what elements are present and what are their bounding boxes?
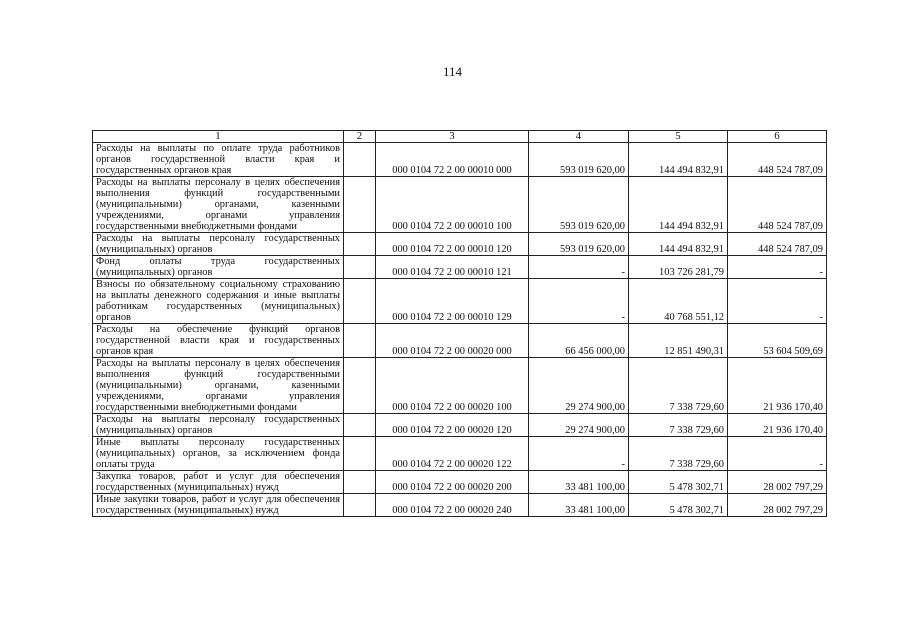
row-col2 bbox=[344, 494, 376, 517]
row-value-4: 593 019 620,00 bbox=[529, 177, 629, 233]
row-value-4: 593 019 620,00 bbox=[529, 233, 629, 256]
header-col-6: 6 bbox=[728, 131, 827, 143]
row-value-6: 21 936 170,40 bbox=[728, 414, 827, 437]
row-value-4: 33 481 100,00 bbox=[529, 471, 629, 494]
row-name: Расходы на выплаты персоналу государственных (муниципальных) органов bbox=[93, 233, 344, 256]
table-header bbox=[93, 131, 827, 143]
header-col-5: 5 bbox=[629, 131, 728, 143]
row-value-4: 29 274 900,00 bbox=[529, 358, 629, 414]
row-col2 bbox=[344, 324, 376, 358]
row-value-5: 40 768 551,12 bbox=[629, 279, 728, 324]
row-code: 000 0104 72 2 00 00020 100 bbox=[376, 358, 529, 414]
row-code: 000 0104 72 2 00 00020 000 bbox=[376, 324, 529, 358]
row-value-5: 7 338 729,60 bbox=[629, 358, 728, 414]
row-name: Расходы на обеспечение функций органов государственной власти края и государственных органов края bbox=[93, 324, 344, 358]
row-value-4: - bbox=[529, 437, 629, 471]
row-value-4: - bbox=[529, 256, 629, 279]
row-col2 bbox=[344, 256, 376, 279]
row-value-6: - bbox=[728, 256, 827, 279]
header-row bbox=[93, 131, 827, 143]
table-row bbox=[93, 279, 827, 324]
row-code: 000 0104 72 2 00 00010 129 bbox=[376, 279, 529, 324]
page-number: 114 bbox=[442, 64, 463, 79]
row-col2 bbox=[344, 177, 376, 233]
row-value-6: - bbox=[728, 437, 827, 471]
table-row bbox=[93, 471, 827, 494]
row-value-5: 5 478 302,71 bbox=[629, 494, 728, 517]
header-col-2: 2 bbox=[344, 131, 376, 143]
row-name: Фонд оплаты труда государственных (муниципальных) органов bbox=[93, 256, 344, 279]
row-name: Расходы на выплаты персоналу в целях обеспечения выполнения функций государственными (муниципальными) органами, казенными учреждениями, органами управления государственными внебюджетными фондами bbox=[93, 177, 344, 233]
row-value-5: 7 338 729,60 bbox=[629, 414, 728, 437]
budget-table bbox=[92, 130, 827, 517]
table-body bbox=[93, 143, 827, 517]
row-value-4: 593 019 620,00 bbox=[529, 143, 629, 177]
row-col2 bbox=[344, 358, 376, 414]
row-name: Расходы на выплаты персоналу государственных (муниципальных) органов bbox=[93, 414, 344, 437]
row-value-5: 144 494 832,91 bbox=[629, 177, 728, 233]
row-value-6: 448 524 787,09 bbox=[728, 233, 827, 256]
row-value-5: 5 478 302,71 bbox=[629, 471, 728, 494]
row-value-4: 33 481 100,00 bbox=[529, 494, 629, 517]
row-value-6: 28 002 797,29 bbox=[728, 494, 827, 517]
row-value-4: - bbox=[529, 279, 629, 324]
row-col2 bbox=[344, 279, 376, 324]
row-value-6: 448 524 787,09 bbox=[728, 143, 827, 177]
row-name: Расходы на выплаты персоналу в целях обеспечения выполнения функций государственными (муниципальными) органами, казенными учреждениями, органами управления государственными внебюджетными фондами bbox=[93, 358, 344, 414]
row-value-6: 448 524 787,09 bbox=[728, 177, 827, 233]
table-row bbox=[93, 177, 827, 233]
row-code: 000 0104 72 2 00 00020 120 bbox=[376, 414, 529, 437]
table-row bbox=[93, 143, 827, 177]
row-name: Закупка товаров, работ и услуг для обеспечения государственных (муниципальных) нужд bbox=[93, 471, 344, 494]
row-code: 000 0104 72 2 00 00010 121 bbox=[376, 256, 529, 279]
table-row bbox=[93, 437, 827, 471]
row-value-6: 21 936 170,40 bbox=[728, 358, 827, 414]
row-code: 000 0104 72 2 00 00020 200 bbox=[376, 471, 529, 494]
row-value-6: 53 604 509,69 bbox=[728, 324, 827, 358]
row-value-5: 12 851 490,31 bbox=[629, 324, 728, 358]
row-code: 000 0104 72 2 00 00020 122 bbox=[376, 437, 529, 471]
row-code: 000 0104 72 2 00 00010 120 bbox=[376, 233, 529, 256]
table-row bbox=[93, 233, 827, 256]
row-value-4: 29 274 900,00 bbox=[529, 414, 629, 437]
row-value-6: 28 002 797,29 bbox=[728, 471, 827, 494]
row-col2 bbox=[344, 471, 376, 494]
row-code: 000 0104 72 2 00 00010 100 bbox=[376, 177, 529, 233]
row-value-6: - bbox=[728, 279, 827, 324]
row-name: Иные закупки товаров, работ и услуг для обеспечения государственных (муниципальных) нужд bbox=[93, 494, 344, 517]
row-value-5: 144 494 832,91 bbox=[629, 233, 728, 256]
row-name: Иные выплаты персоналу государственных (муниципальных) органов, за исключением фонда оплаты труда bbox=[93, 437, 344, 471]
row-col2 bbox=[344, 143, 376, 177]
table-row bbox=[93, 324, 827, 358]
row-code: 000 0104 72 2 00 00010 000 bbox=[376, 143, 529, 177]
table-row bbox=[93, 256, 827, 279]
row-col2 bbox=[344, 233, 376, 256]
header-col-3: 3 bbox=[376, 131, 529, 143]
row-name: Расходы на выплаты по оплате труда работников органов государственной власти края и государственных органов края bbox=[93, 143, 344, 177]
header-col-4: 4 bbox=[529, 131, 629, 143]
row-code: 000 0104 72 2 00 00020 240 bbox=[376, 494, 529, 517]
row-name: Взносы по обязательному социальному страхованию на выплаты денежного содержания и иные выплаты работникам государственных (муниципальных) органов bbox=[93, 279, 344, 324]
table-row bbox=[93, 414, 827, 437]
row-col2 bbox=[344, 437, 376, 471]
table-row bbox=[93, 494, 827, 517]
row-value-5: 144 494 832,91 bbox=[629, 143, 728, 177]
row-value-5: 7 338 729,60 bbox=[629, 437, 728, 471]
row-col2 bbox=[344, 414, 376, 437]
row-value-4: 66 456 000,00 bbox=[529, 324, 629, 358]
row-value-5: 103 726 281,79 bbox=[629, 256, 728, 279]
header-col-1: 1 bbox=[93, 131, 344, 143]
table-row bbox=[93, 358, 827, 414]
